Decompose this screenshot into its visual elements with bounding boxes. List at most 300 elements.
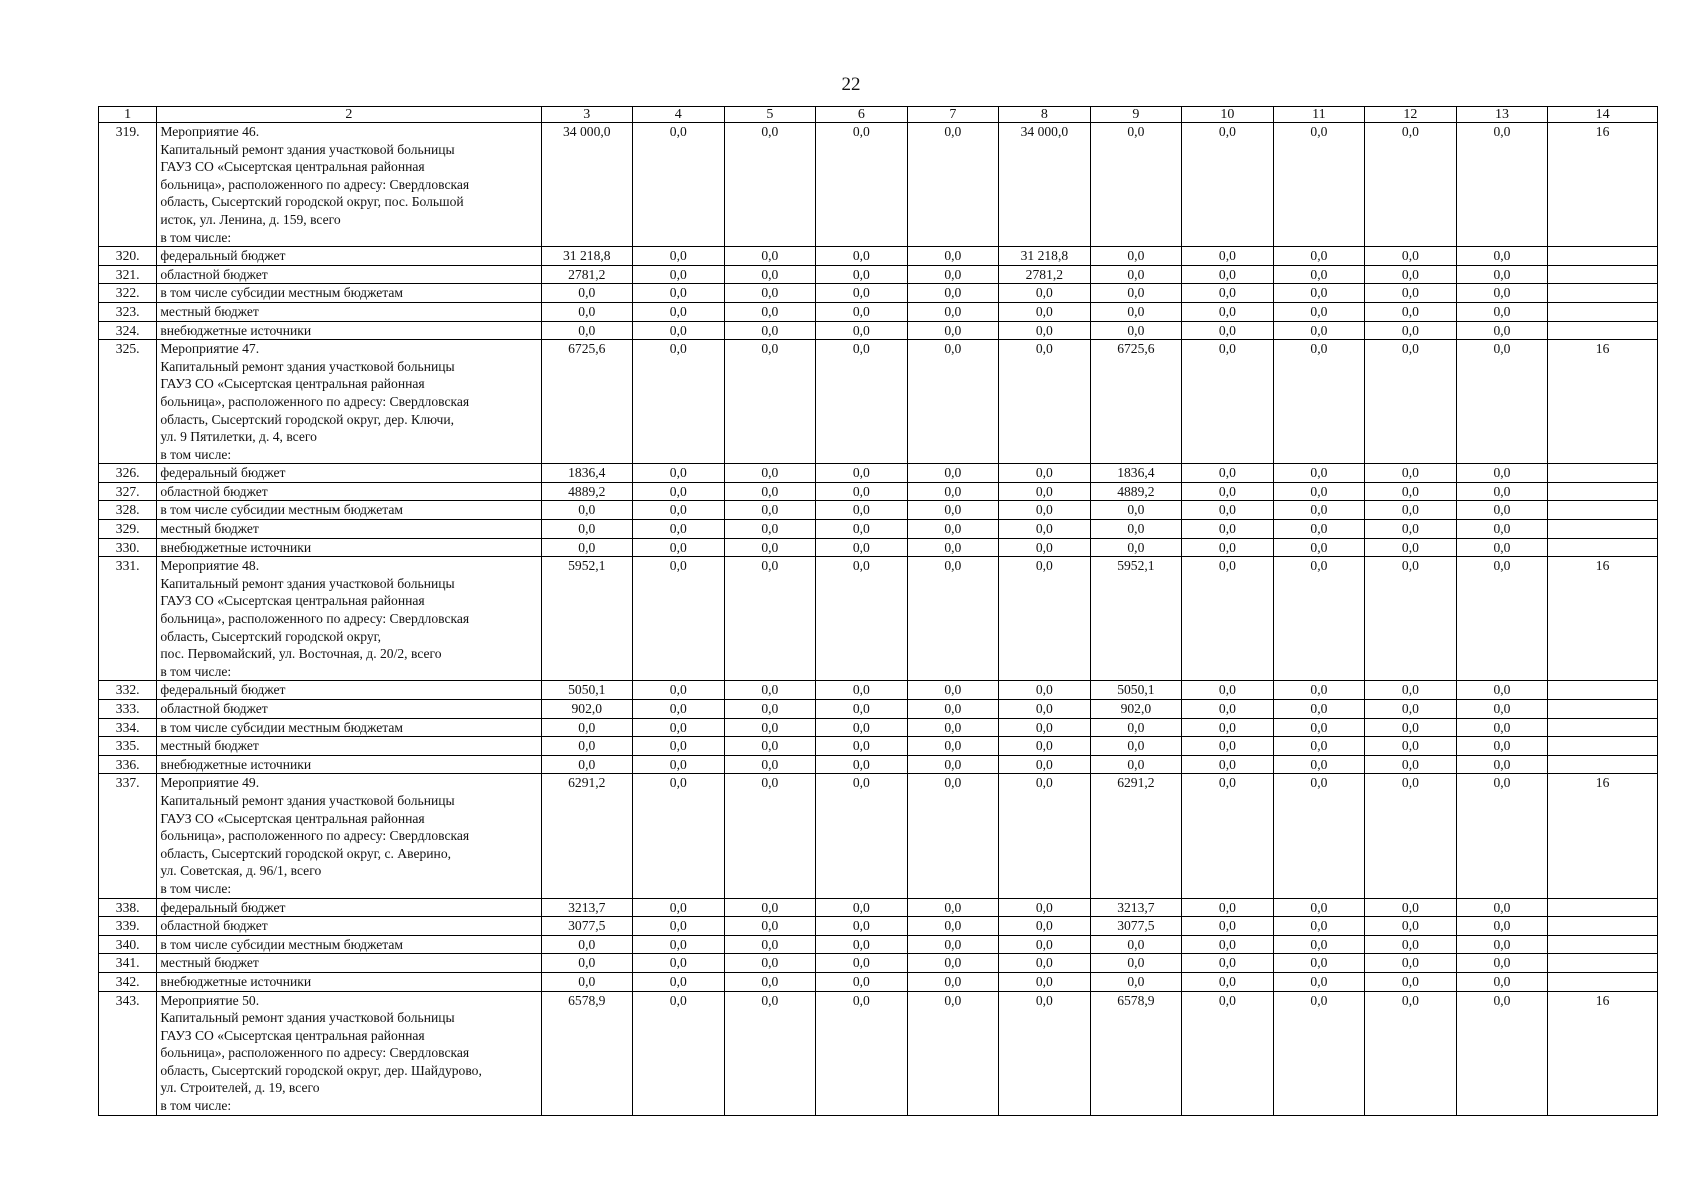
value-cell: 0,0 xyxy=(1182,935,1274,954)
column-header: 1 xyxy=(99,107,157,123)
value-cell: 0,0 xyxy=(1456,247,1548,266)
value-cell: 6291,2 xyxy=(1090,774,1182,898)
value-cell: 0,0 xyxy=(1365,991,1457,1115)
funding-source-row xyxy=(99,737,1658,756)
value-cell: 0,0 xyxy=(816,991,908,1115)
value-cell: 0,0 xyxy=(816,520,908,539)
value-cell: 0,0 xyxy=(999,681,1091,700)
value-cell: 0,0 xyxy=(1182,755,1274,774)
value-cell: 0,0 xyxy=(1365,302,1457,321)
funding-source-label: местный бюджет xyxy=(157,520,541,539)
value-cell xyxy=(1548,520,1658,539)
value-cell: 0,0 xyxy=(1365,482,1457,501)
funding-source-row xyxy=(99,284,1658,303)
value-cell: 0,0 xyxy=(633,935,725,954)
funding-source-label: местный бюджет xyxy=(157,302,541,321)
description-line: область, Сысертский городской округ, пос. Большой xyxy=(160,194,464,210)
value-cell: 0,0 xyxy=(907,774,999,898)
value-cell: 0,0 xyxy=(633,501,725,520)
value-cell: 0,0 xyxy=(1365,123,1457,247)
value-cell: 0,0 xyxy=(633,954,725,973)
value-cell: 0,0 xyxy=(633,737,725,756)
value-cell: 0,0 xyxy=(999,737,1091,756)
value-cell: 0,0 xyxy=(907,520,999,539)
value-cell: 0,0 xyxy=(816,302,908,321)
value-cell: 0,0 xyxy=(633,284,725,303)
row-number: 325. xyxy=(99,340,157,464)
value-cell: 0,0 xyxy=(1273,247,1365,266)
value-cell: 0,0 xyxy=(1273,755,1365,774)
value-cell: 0,0 xyxy=(724,284,816,303)
value-cell xyxy=(1548,247,1658,266)
value-cell: 0,0 xyxy=(816,501,908,520)
value-cell: 0,0 xyxy=(1273,935,1365,954)
value-cell: 0,0 xyxy=(1273,972,1365,991)
value-cell: 0,0 xyxy=(1273,520,1365,539)
value-cell: 6578,9 xyxy=(541,991,633,1115)
description-line: область, Сысертский городской округ, xyxy=(160,628,382,644)
value-cell: 0,0 xyxy=(816,917,908,936)
value-cell: 0,0 xyxy=(907,265,999,284)
funding-source-label: федеральный бюджет xyxy=(157,898,541,917)
value-cell: 0,0 xyxy=(724,954,816,973)
row-number: 322. xyxy=(99,284,157,303)
value-cell: 0,0 xyxy=(907,284,999,303)
value-cell: 0,0 xyxy=(724,265,816,284)
value-cell: 0,0 xyxy=(816,538,908,557)
value-cell: 0,0 xyxy=(1273,774,1365,898)
value-cell: 0,0 xyxy=(1456,898,1548,917)
value-cell: 3077,5 xyxy=(1090,917,1182,936)
value-cell: 0,0 xyxy=(999,755,1091,774)
value-cell: 0,0 xyxy=(1365,954,1457,973)
value-cell: 0,0 xyxy=(999,774,1091,898)
description-line: в том числе: xyxy=(160,229,232,245)
value-cell: 0,0 xyxy=(816,700,908,719)
value-cell: 0,0 xyxy=(907,898,999,917)
value-cell: 0,0 xyxy=(541,972,633,991)
value-cell: 0,0 xyxy=(816,340,908,464)
row-number: 323. xyxy=(99,302,157,321)
value-cell xyxy=(1548,917,1658,936)
value-cell: 0,0 xyxy=(633,991,725,1115)
value-cell: 0,0 xyxy=(816,557,908,681)
value-cell: 0,0 xyxy=(633,482,725,501)
value-cell: 0,0 xyxy=(1182,501,1274,520)
value-cell: 0,0 xyxy=(1365,464,1457,483)
value-cell: 0,0 xyxy=(1365,265,1457,284)
value-cell: 0,0 xyxy=(1365,700,1457,719)
value-cell: 4889,2 xyxy=(1090,482,1182,501)
value-cell: 0,0 xyxy=(816,464,908,483)
value-cell xyxy=(1548,302,1658,321)
value-cell: 0,0 xyxy=(999,557,1091,681)
value-cell: 0,0 xyxy=(724,123,816,247)
description-line: Капитальный ремонт здания участковой больницы xyxy=(160,358,455,374)
funding-source-row xyxy=(99,464,1658,483)
value-cell: 0,0 xyxy=(816,265,908,284)
row-number: 332. xyxy=(99,681,157,700)
column-header: 6 xyxy=(816,107,908,123)
value-cell: 0,0 xyxy=(907,501,999,520)
value-cell: 0,0 xyxy=(1182,538,1274,557)
value-cell: 0,0 xyxy=(1273,917,1365,936)
column-header: 11 xyxy=(1273,107,1365,123)
value-cell: 0,0 xyxy=(999,340,1091,464)
value-cell: 0,0 xyxy=(1365,774,1457,898)
value-cell: 0,0 xyxy=(724,321,816,340)
value-cell: 34 000,0 xyxy=(541,123,633,247)
value-cell: 0,0 xyxy=(1182,898,1274,917)
value-cell: 0,0 xyxy=(1273,557,1365,681)
value-cell: 0,0 xyxy=(816,123,908,247)
description-line: Мероприятие 48. xyxy=(160,558,260,574)
value-cell: 31 218,8 xyxy=(541,247,633,266)
value-cell: 0,0 xyxy=(907,123,999,247)
value-cell: 0,0 xyxy=(724,501,816,520)
funding-source-row xyxy=(99,681,1658,700)
value-cell xyxy=(1548,700,1658,719)
measure-row xyxy=(99,340,1658,464)
measure-description xyxy=(157,557,541,681)
page-number: 22 xyxy=(841,74,861,95)
funding-source-row xyxy=(99,700,1658,719)
value-cell xyxy=(1548,482,1658,501)
description-line: Капитальный ремонт здания участковой больницы xyxy=(160,141,455,157)
value-cell: 0,0 xyxy=(724,302,816,321)
value-cell xyxy=(1548,972,1658,991)
value-cell: 0,0 xyxy=(1182,284,1274,303)
value-cell: 0,0 xyxy=(1273,321,1365,340)
value-cell: 0,0 xyxy=(1090,954,1182,973)
value-cell: 0,0 xyxy=(907,755,999,774)
description-line: в том числе: xyxy=(160,1098,232,1114)
value-cell: 0,0 xyxy=(907,991,999,1115)
value-cell: 0,0 xyxy=(1365,972,1457,991)
value-cell: 0,0 xyxy=(1182,340,1274,464)
value-cell: 34 000,0 xyxy=(999,123,1091,247)
column-header: 9 xyxy=(1090,107,1182,123)
value-cell: 0,0 xyxy=(1273,501,1365,520)
value-cell: 5952,1 xyxy=(541,557,633,681)
value-cell: 0,0 xyxy=(1456,464,1548,483)
value-cell: 0,0 xyxy=(1365,681,1457,700)
value-cell xyxy=(1548,538,1658,557)
value-cell: 16 xyxy=(1548,340,1658,464)
value-cell: 16 xyxy=(1548,774,1658,898)
description-line: Мероприятие 47. xyxy=(160,341,260,357)
value-cell: 0,0 xyxy=(541,520,633,539)
value-cell: 16 xyxy=(1548,557,1658,681)
value-cell: 0,0 xyxy=(1182,737,1274,756)
row-number: 331. xyxy=(99,557,157,681)
funding-source-label: федеральный бюджет xyxy=(157,464,541,483)
value-cell: 0,0 xyxy=(541,935,633,954)
value-cell: 0,0 xyxy=(1456,501,1548,520)
value-cell xyxy=(1548,284,1658,303)
value-cell: 0,0 xyxy=(1182,302,1274,321)
funding-source-label: в том числе субсидии местным бюджетам xyxy=(157,501,541,520)
value-cell: 0,0 xyxy=(999,482,1091,501)
description-line: больница», расположенного по адресу: Свердловская xyxy=(160,1045,470,1061)
value-cell: 0,0 xyxy=(541,501,633,520)
value-cell: 0,0 xyxy=(724,737,816,756)
row-number: 343. xyxy=(99,991,157,1115)
value-cell: 0,0 xyxy=(816,482,908,501)
value-cell: 0,0 xyxy=(1273,123,1365,247)
value-cell: 5050,1 xyxy=(541,681,633,700)
value-cell: 31 218,8 xyxy=(999,247,1091,266)
description-line: Мероприятие 49. xyxy=(160,775,260,791)
value-cell: 0,0 xyxy=(633,681,725,700)
value-cell: 0,0 xyxy=(1456,520,1548,539)
value-cell: 0,0 xyxy=(999,520,1091,539)
description-line: пос. Первомайский, ул. Восточная, д. 20/2, всего xyxy=(160,646,442,662)
value-cell: 0,0 xyxy=(724,774,816,898)
description-line: область, Сысертский городской округ, с. Аверино, xyxy=(160,845,452,861)
value-cell: 902,0 xyxy=(541,700,633,719)
value-cell: 0,0 xyxy=(633,557,725,681)
value-cell: 0,0 xyxy=(1456,774,1548,898)
value-cell: 0,0 xyxy=(1273,302,1365,321)
value-cell: 0,0 xyxy=(724,681,816,700)
value-cell: 0,0 xyxy=(724,520,816,539)
value-cell: 5952,1 xyxy=(1090,557,1182,681)
value-cell: 0,0 xyxy=(633,755,725,774)
value-cell: 0,0 xyxy=(724,718,816,737)
row-number: 327. xyxy=(99,482,157,501)
row-number: 340. xyxy=(99,935,157,954)
value-cell: 2781,2 xyxy=(999,265,1091,284)
row-number: 342. xyxy=(99,972,157,991)
funding-source-row xyxy=(99,898,1658,917)
value-cell: 0,0 xyxy=(999,718,1091,737)
column-header: 8 xyxy=(999,107,1091,123)
row-number: 326. xyxy=(99,464,157,483)
measure-description xyxy=(157,123,541,247)
value-cell: 0,0 xyxy=(633,700,725,719)
row-number: 336. xyxy=(99,755,157,774)
value-cell: 0,0 xyxy=(816,898,908,917)
value-cell: 0,0 xyxy=(1273,284,1365,303)
value-cell: 0,0 xyxy=(1456,755,1548,774)
value-cell: 0,0 xyxy=(724,898,816,917)
value-cell xyxy=(1548,954,1658,973)
measure-description xyxy=(157,774,541,898)
value-cell: 0,0 xyxy=(724,538,816,557)
funding-source-row xyxy=(99,265,1658,284)
value-cell: 0,0 xyxy=(541,302,633,321)
funding-source-label: в том числе субсидии местным бюджетам xyxy=(157,284,541,303)
value-cell: 0,0 xyxy=(999,464,1091,483)
description-line: область, Сысертский городской округ, дер. Шайдурово, xyxy=(160,1062,482,1078)
value-cell: 0,0 xyxy=(1365,935,1457,954)
value-cell: 0,0 xyxy=(816,284,908,303)
funding-source-row xyxy=(99,538,1658,557)
value-cell: 0,0 xyxy=(907,972,999,991)
column-number-row xyxy=(99,107,1658,123)
value-cell: 0,0 xyxy=(724,247,816,266)
funding-source-row xyxy=(99,718,1658,737)
value-cell: 0,0 xyxy=(1273,700,1365,719)
value-cell: 0,0 xyxy=(724,991,816,1115)
funding-source-row xyxy=(99,954,1658,973)
value-cell: 0,0 xyxy=(724,482,816,501)
value-cell: 0,0 xyxy=(1090,972,1182,991)
value-cell: 0,0 xyxy=(1090,755,1182,774)
value-cell: 0,0 xyxy=(1090,123,1182,247)
row-number: 328. xyxy=(99,501,157,520)
value-cell: 0,0 xyxy=(633,718,725,737)
value-cell: 6578,9 xyxy=(1090,991,1182,1115)
value-cell: 0,0 xyxy=(1456,557,1548,681)
measure-description xyxy=(157,991,541,1115)
value-cell: 1836,4 xyxy=(1090,464,1182,483)
value-cell: 0,0 xyxy=(999,321,1091,340)
value-cell: 0,0 xyxy=(633,464,725,483)
value-cell xyxy=(1548,755,1658,774)
value-cell: 0,0 xyxy=(541,737,633,756)
value-cell: 0,0 xyxy=(999,538,1091,557)
value-cell: 0,0 xyxy=(816,935,908,954)
funding-source-row xyxy=(99,917,1658,936)
value-cell: 0,0 xyxy=(1273,898,1365,917)
value-cell: 0,0 xyxy=(1456,700,1548,719)
value-cell: 0,0 xyxy=(1456,718,1548,737)
row-number: 338. xyxy=(99,898,157,917)
value-cell: 0,0 xyxy=(541,718,633,737)
value-cell: 0,0 xyxy=(907,538,999,557)
value-cell: 0,0 xyxy=(1182,123,1274,247)
value-cell: 0,0 xyxy=(1365,340,1457,464)
value-cell: 0,0 xyxy=(1456,954,1548,973)
value-cell: 0,0 xyxy=(907,464,999,483)
value-cell: 0,0 xyxy=(1273,681,1365,700)
funding-source-row xyxy=(99,321,1658,340)
value-cell: 0,0 xyxy=(633,340,725,464)
value-cell: 0,0 xyxy=(999,935,1091,954)
value-cell: 0,0 xyxy=(1365,718,1457,737)
column-header: 5 xyxy=(724,107,816,123)
value-cell: 0,0 xyxy=(1182,557,1274,681)
value-cell: 0,0 xyxy=(724,972,816,991)
value-cell xyxy=(1548,737,1658,756)
value-cell: 0,0 xyxy=(1182,464,1274,483)
description-line: ГАУЗ СО «Сысертская центральная районная xyxy=(160,159,425,175)
funding-source-row xyxy=(99,755,1658,774)
value-cell: 0,0 xyxy=(1182,247,1274,266)
value-cell: 0,0 xyxy=(1365,520,1457,539)
description-line: больница», расположенного по адресу: Свердловская xyxy=(160,393,470,409)
value-cell: 0,0 xyxy=(724,917,816,936)
table-body xyxy=(99,123,1658,1116)
value-cell: 0,0 xyxy=(816,321,908,340)
row-number: 319. xyxy=(99,123,157,247)
description-line: ГАУЗ СО «Сысертская центральная районная xyxy=(160,1027,425,1043)
value-cell: 0,0 xyxy=(816,972,908,991)
row-number: 320. xyxy=(99,247,157,266)
value-cell: 0,0 xyxy=(724,700,816,719)
measure-row xyxy=(99,991,1658,1115)
funding-source-label: внебюджетные источники xyxy=(157,972,541,991)
description-line: в том числе: xyxy=(160,880,232,896)
description-line: Мероприятие 46. xyxy=(160,124,260,139)
value-cell: 0,0 xyxy=(1090,718,1182,737)
funding-source-row xyxy=(99,247,1658,266)
funding-source-label: местный бюджет xyxy=(157,954,541,973)
value-cell: 0,0 xyxy=(1456,737,1548,756)
row-number: 337. xyxy=(99,774,157,898)
value-cell: 0,0 xyxy=(907,917,999,936)
value-cell: 0,0 xyxy=(1456,321,1548,340)
value-cell: 0,0 xyxy=(1090,284,1182,303)
row-number: 321. xyxy=(99,265,157,284)
description-line: больница», расположенного по адресу: Свердловская xyxy=(160,176,470,192)
row-number: 333. xyxy=(99,700,157,719)
value-cell: 0,0 xyxy=(907,302,999,321)
value-cell: 0,0 xyxy=(1365,538,1457,557)
value-cell: 1836,4 xyxy=(541,464,633,483)
row-number: 334. xyxy=(99,718,157,737)
value-cell: 0,0 xyxy=(1090,247,1182,266)
value-cell: 0,0 xyxy=(633,265,725,284)
description-line: исток, ул. Ленина, д. 159, всего xyxy=(160,211,341,227)
description-line: ГАУЗ СО «Сысертская центральная районная xyxy=(160,376,425,392)
value-cell: 0,0 xyxy=(1365,284,1457,303)
funding-source-label: областной бюджет xyxy=(157,700,541,719)
value-cell: 0,0 xyxy=(541,755,633,774)
value-cell: 6291,2 xyxy=(541,774,633,898)
value-cell: 0,0 xyxy=(1273,954,1365,973)
value-cell: 0,0 xyxy=(633,321,725,340)
value-cell xyxy=(1548,898,1658,917)
value-cell: 0,0 xyxy=(816,681,908,700)
value-cell: 0,0 xyxy=(1182,520,1274,539)
value-cell: 0,0 xyxy=(999,917,1091,936)
value-cell: 0,0 xyxy=(1456,340,1548,464)
value-cell: 6725,6 xyxy=(1090,340,1182,464)
value-cell: 0,0 xyxy=(999,991,1091,1115)
description-line: ул. 9 Пятилетки, д. 4, всего xyxy=(160,429,317,445)
column-header: 2 xyxy=(157,107,541,123)
value-cell: 0,0 xyxy=(633,302,725,321)
value-cell: 0,0 xyxy=(1365,737,1457,756)
value-cell: 0,0 xyxy=(907,700,999,719)
value-cell: 0,0 xyxy=(1182,718,1274,737)
value-cell: 4889,2 xyxy=(541,482,633,501)
value-cell: 0,0 xyxy=(1182,681,1274,700)
value-cell: 0,0 xyxy=(816,247,908,266)
value-cell xyxy=(1548,321,1658,340)
value-cell: 0,0 xyxy=(999,898,1091,917)
value-cell: 0,0 xyxy=(633,123,725,247)
value-cell: 0,0 xyxy=(1182,991,1274,1115)
value-cell: 0,0 xyxy=(1273,737,1365,756)
value-cell: 0,0 xyxy=(1090,265,1182,284)
value-cell: 0,0 xyxy=(633,520,725,539)
value-cell: 0,0 xyxy=(1365,501,1457,520)
value-cell: 0,0 xyxy=(907,482,999,501)
value-cell: 3213,7 xyxy=(541,898,633,917)
value-cell: 0,0 xyxy=(907,935,999,954)
funding-source-row xyxy=(99,501,1658,520)
description-line: Капитальный ремонт здания участковой больницы xyxy=(160,792,455,808)
value-cell: 0,0 xyxy=(633,917,725,936)
value-cell: 0,0 xyxy=(1182,972,1274,991)
value-cell: 0,0 xyxy=(1273,718,1365,737)
value-cell: 0,0 xyxy=(724,755,816,774)
value-cell: 0,0 xyxy=(999,501,1091,520)
